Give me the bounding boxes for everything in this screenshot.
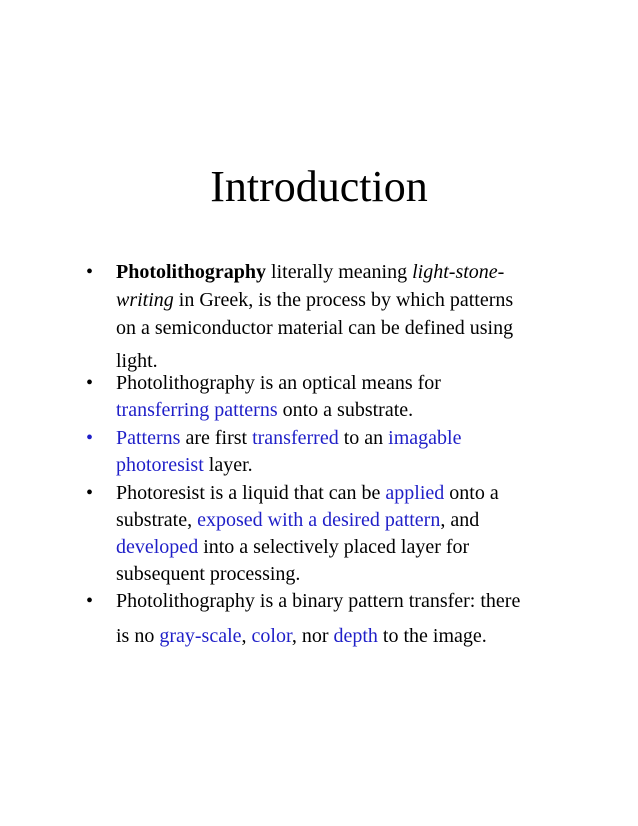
bullet-1-line-2: writing in Greek, is the process by which patterns <box>116 289 514 311</box>
list-item <box>86 258 556 375</box>
bullet-1-line-1: Photolithography literally meaning light-stone- <box>116 261 505 283</box>
bullet-4-line-3: developed into a selectively placed layer for <box>116 536 470 558</box>
bullet-2-line-1: Photolithography is an optical means for <box>116 372 441 394</box>
bullet-marker: • <box>86 261 94 283</box>
list-item <box>86 480 556 588</box>
bullet-3-line-1: Patterns are first transferred to an imagable <box>116 427 462 449</box>
bullet-marker: • <box>86 482 94 504</box>
bullet-4-line-4: subsequent processing. <box>116 563 301 585</box>
bullet-2-line-2: transferring patterns onto a substrate. <box>116 399 414 421</box>
list-item <box>86 425 556 479</box>
bullet-3-line-2: photoresist layer. <box>116 454 253 476</box>
bullet-5-line-2: is no gray-scale, color, nor depth to the image. <box>116 625 487 647</box>
bullet-1-line-4: light. <box>116 350 158 372</box>
term-photolithography: Photolithography <box>116 261 267 283</box>
list-item <box>86 370 556 424</box>
bullet-marker: • <box>86 427 94 449</box>
bullet-4-line-1: Photoresist is a liquid that can be applied onto a <box>116 482 499 504</box>
bullet-4-line-2: substrate, exposed with a desired pattern, and <box>116 509 480 531</box>
bullet-1-line-3: on a semiconductor material can be defined using <box>116 317 514 339</box>
bullet-marker: • <box>86 372 94 394</box>
bullet-marker: • <box>86 590 94 612</box>
bullet-5-line-1: Photolithography is a binary pattern transfer: there <box>116 590 521 612</box>
list-item <box>86 588 556 650</box>
page-title: Introduction <box>210 162 428 211</box>
